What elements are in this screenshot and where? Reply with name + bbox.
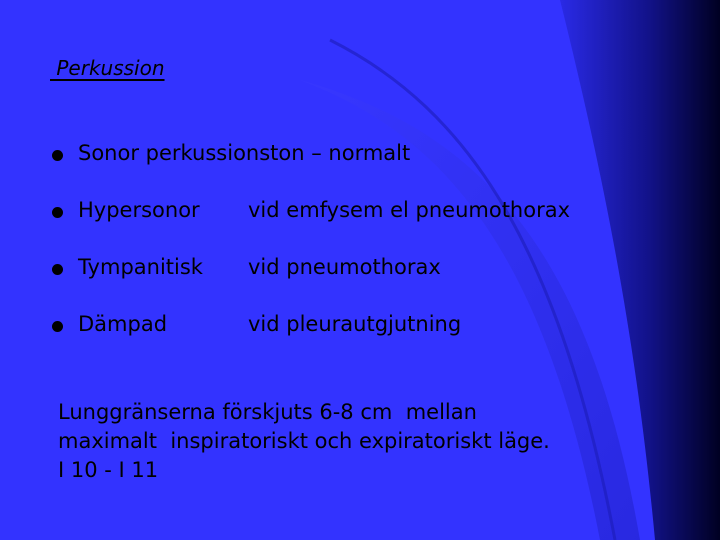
- bullet-item: [52, 255, 652, 285]
- bullet-term: Hypersonor: [78, 198, 200, 222]
- bullet-dot-icon: [52, 207, 63, 218]
- bullet-description: vid pneumothorax: [248, 255, 441, 279]
- note-line: maximalt inspiratoriskt och expiratoriskt läge.: [58, 429, 550, 453]
- note-text: [58, 398, 678, 485]
- bullet-dot-icon: [52, 264, 63, 275]
- bullet-term: Dämpad: [78, 312, 168, 336]
- bullet-item: [52, 312, 652, 342]
- note-line: I 10 - I 11: [58, 458, 159, 482]
- bullet-term: Sonor perkussionston – normalt: [78, 141, 411, 165]
- bullet-item: [52, 198, 652, 228]
- bullet-description: vid pleurautgjutning: [248, 312, 462, 336]
- slide-title: Perkussion: [50, 56, 165, 80]
- bullet-dot-icon: [52, 150, 63, 161]
- bullet-dot-icon: [52, 321, 63, 332]
- bullet-item: [52, 141, 652, 171]
- note-line: Lunggränserna förskjuts 6-8 cm mellan: [58, 400, 477, 424]
- bullet-term: Tympanitisk: [78, 255, 203, 279]
- bullet-description: vid emfysem el pneumothorax: [248, 198, 571, 222]
